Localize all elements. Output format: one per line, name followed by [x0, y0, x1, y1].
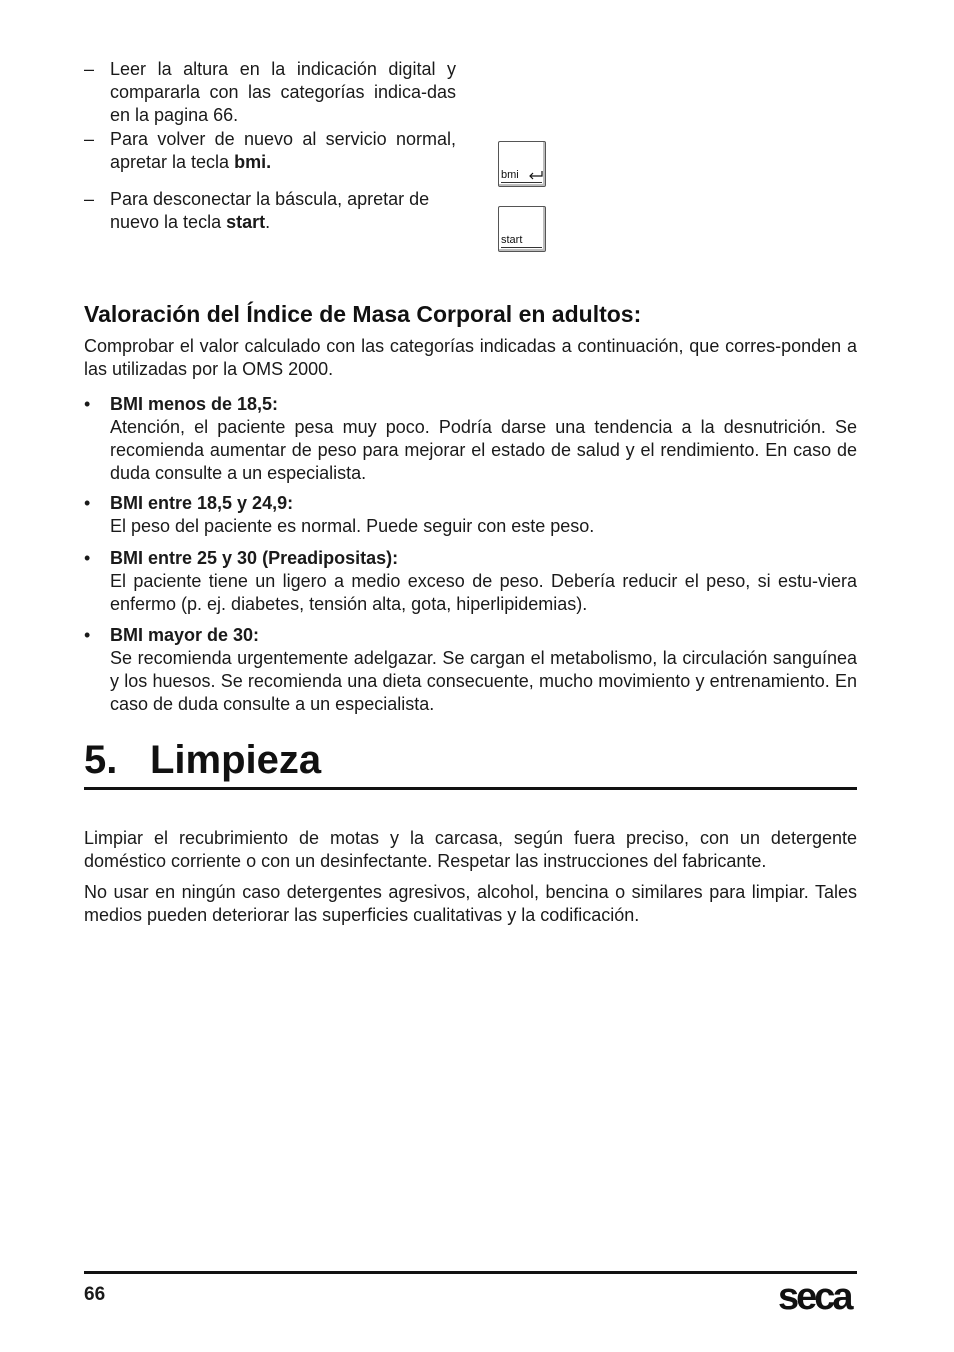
- key-reference: start: [226, 212, 266, 232]
- bmi-category-text: Atención, el paciente pesa muy poco. Podría darse una tendencia a la desnutrición. Se recomienda aumentar de peso para mejorar el estado de salud y el rendimiento. En caso de duda consulte a un especialista.: [110, 417, 857, 483]
- bmi-category-text: El peso del paciente es normal. Puede seguir con este peso.: [110, 516, 595, 536]
- logo-text: seca: [778, 1278, 851, 1314]
- instruction-item: [84, 58, 456, 127]
- bmi-category-text: Se recomienda urgentemente adelgazar. Se cargan el metabolismo, la circulación sanguínea y los huesos. Se recomienda una dieta consecuente, mucho movimiento y entrenamiento. En caso de duda consulte a un especialista.: [110, 648, 857, 714]
- instruction-item: [84, 188, 456, 234]
- bmi-category-item: [84, 624, 857, 716]
- bullet-marker: •: [84, 625, 91, 645]
- page-number: 66: [84, 1284, 106, 1305]
- bullet-marker: •: [84, 548, 91, 568]
- chapter-title: Limpieza: [150, 738, 322, 782]
- footer-divider: [84, 1271, 857, 1274]
- bmi-category-heading: BMI mayor de 30:: [110, 625, 260, 645]
- chapter-heading: [84, 735, 857, 790]
- start-key-illustration: [498, 206, 546, 252]
- cleaning-paragraph: No usar en ningún caso detergentes agresivos, alcohol, bencina o similares para limpiar. Tales medios pueden deteriorar las superficies cualitativas y la codificación.: [84, 882, 857, 925]
- bmi-category-heading: BMI entre 25 y 30 (Preadipositas):: [110, 548, 399, 568]
- enter-arrow-icon: [528, 170, 543, 180]
- key-underline: [501, 182, 542, 183]
- key-underline: [501, 247, 542, 248]
- bullet-marker: •: [84, 493, 91, 513]
- bmi-category-heading: BMI entre 18,5 y 24,9:: [110, 493, 294, 513]
- dash-marker: –: [84, 189, 95, 209]
- dash-marker: –: [84, 129, 95, 149]
- bmi-category-item: [84, 393, 857, 485]
- key-reference: bmi.: [234, 152, 272, 172]
- bmi-key-label: bmi: [501, 169, 519, 181]
- seca-logo: [778, 1278, 858, 1314]
- dash-marker: –: [84, 59, 95, 79]
- bmi-key-illustration: [498, 141, 546, 187]
- instruction-text: Para desconectar la báscula, apretar de nuevo la tecla start.: [110, 189, 430, 232]
- start-key-label: start: [501, 234, 523, 246]
- instruction-text: Leer la altura en la indicación digital y compararla con las categorías indica-das en la pagina 66.: [110, 59, 456, 125]
- bullet-marker: •: [84, 394, 91, 414]
- section-intro: Comprobar el valor calculado con las categorías indicadas a continuación, que corres-ponden a las utilizadas por la OMS 2000.: [84, 336, 857, 379]
- cleaning-paragraph: Limpiar el recubrimiento de motas y la carcasa, según fuera preciso, con un detergente doméstico corriente o con un desinfectante. Respetar las instrucciones del fabricante.: [84, 828, 857, 871]
- bmi-category-item: [84, 492, 857, 538]
- bmi-category-heading: BMI menos de 18,5:: [110, 394, 279, 414]
- section-heading: Valoración del Índice de Masa Corporal en adultos:: [84, 301, 642, 327]
- instruction-text: Para volver de nuevo al servicio normal, apretar la tecla bmi.: [110, 129, 456, 172]
- instruction-item: [84, 128, 456, 174]
- chapter-number: 5.: [84, 738, 118, 782]
- bmi-category-item: [84, 547, 857, 616]
- bmi-category-text: El paciente tiene un ligero a medio exceso de peso. Debería reducir el peso, si estu-viera enfermo (p. ej. diabetes, tensión alta, gota, hiperlipidemias).: [110, 571, 857, 614]
